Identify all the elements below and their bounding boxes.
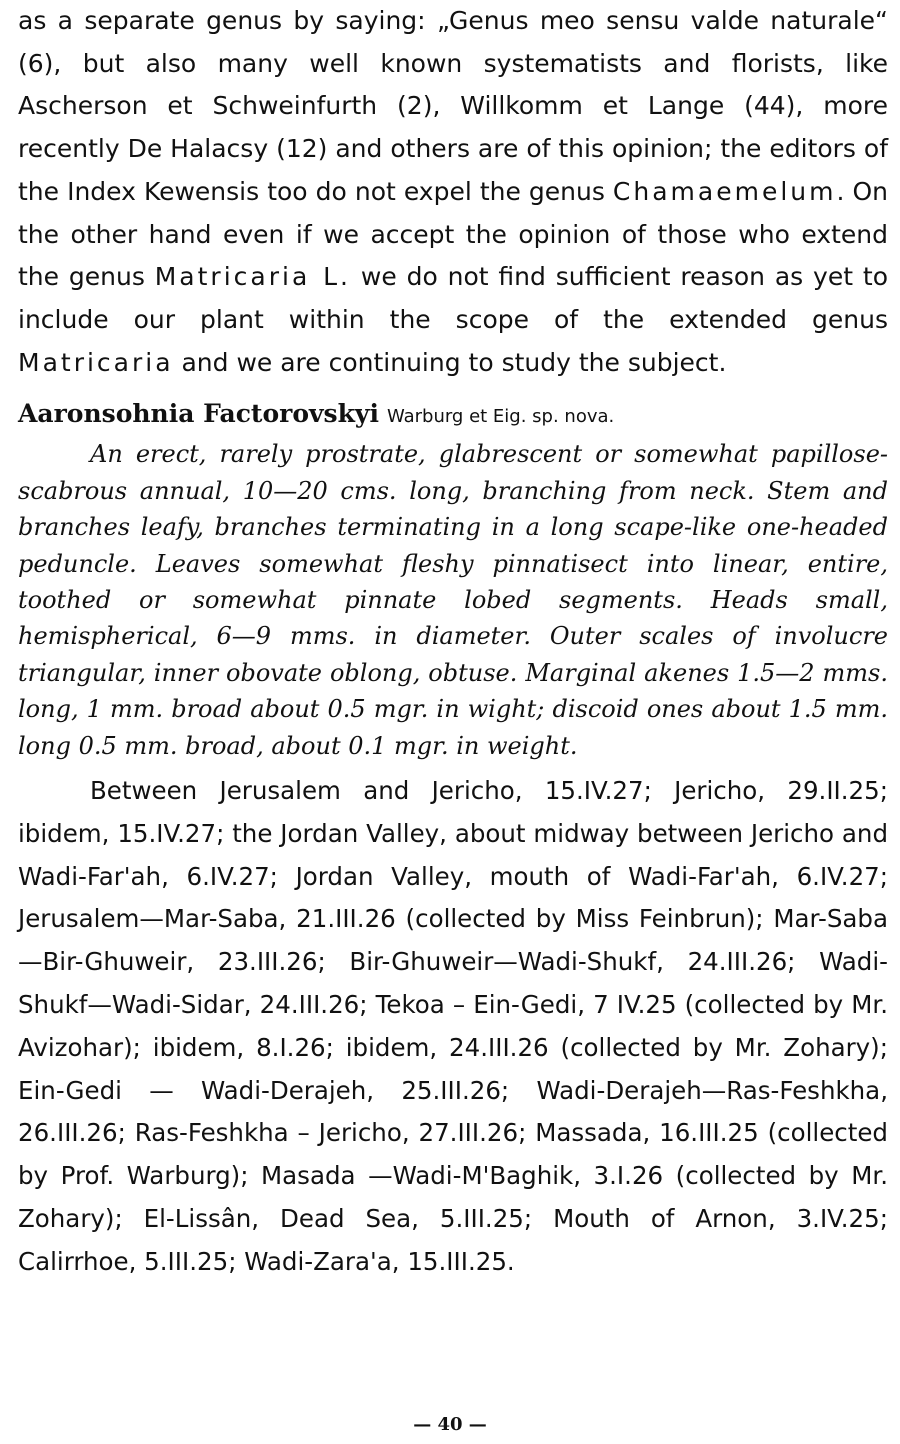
page-body [18,0,888,1284]
species-description: An erect, rarely prostrate, glabrescent or somewhat papillose-scabrous annual, 10—20 cms. long, branching from neck. Stem and branches leafy, branches terminating in a long scape-like one-headed peduncle. Leaves somewhat fleshy pinnatisect into linear, entire, toothed or somewhat pinnate lobed segments. Heads small, hemispherical, 6—9 mms. in diameter. Outer scales of involucre triangular, inner obovate oblong, obtuse. Marginal akenes 1.5—2 mms. long, 1 mm. broad about 0.5 mgr. in wight; discoid ones about 1.5 mm. long 0.5 mm. broad, about 0.1 mgr. in weight. [18,440,888,760]
species-authority: Warburg et Eig. sp. nova. [386,406,615,428]
locality-list: Between Jerusalem and Jericho, 15.IV.27; Jericho, 29.II.25; ibidem, 15.IV.27; the Jordan Valley, about midway between Jericho and Wadi-Far'ah, 6.IV.27; Jordan Valley, mouth of Wadi-Far'ah, 6.IV.27; Jerusalem—Mar-Saba, 21.III.26 (collected by Miss Feinbrun); Mar-Saba—Bir-Ghuweir, 23.III.26; Bir-Ghuweir—Wadi-Shukf, 24.III.26; Wadi-Shukf—Wadi-Sidar, 24.III.26; Tekoa – Ein-Gedi, 7 IV.25 (collected by Mr. Avizohar); ibidem, 8.I.26; ibidem, 24.III.26 (collected by Mr. Zohary); Ein-Gedi — Wadi-Derajeh, 25.III.26; Wadi-Derajeh—Ras-Feshkha, 26.III.26; Ras-Feshkha – Jericho, 27.III.26; Massada, 16.III.25 (collected by Prof. Warburg); Masada —Wadi-M'Baghik, 3.I.26 (collected by Mr. Zohary); El-Lissân, Dead Sea, 5.III.25; Mouth of Arnon, 3.IV.25; Calirrhoe, 5.III.25; Wadi-Zara'a, 15.III.25. [18,775,888,1276]
intro-text-part3: we do not find sufficient reason as yet to include our plant within the scope of the extended genus [18,262,888,334]
page-number: — 40 — [413,1414,487,1435]
intro-paragraph [18,0,888,384]
genus-matricaria-l: Matricaria L. [154,262,352,292]
genus-matricaria: Matricaria [18,347,174,377]
species-name: Aaronsohnia Factorovskyi [18,399,379,429]
intro-text-part1: as a separate genus by saying: „Genus meo sensu valde naturale“ (6), but also many well known systematists and florists, like Ascherson et Schweinfurth (2), Willkomm et Lange (44), more recently De Halacsy (12) and others are of this opinion; the editors of the Index Kewensis too do not expel the genus [18,6,888,206]
intro-text-part2: . On the other hand even if we accept the opinion of those who extend the genus [18,176,889,292]
genus-chamaemelum: Chamaemelum [612,176,837,206]
species-heading [18,394,888,436]
intro-text-part4: and we are continuing to study the subject. [173,347,727,377]
